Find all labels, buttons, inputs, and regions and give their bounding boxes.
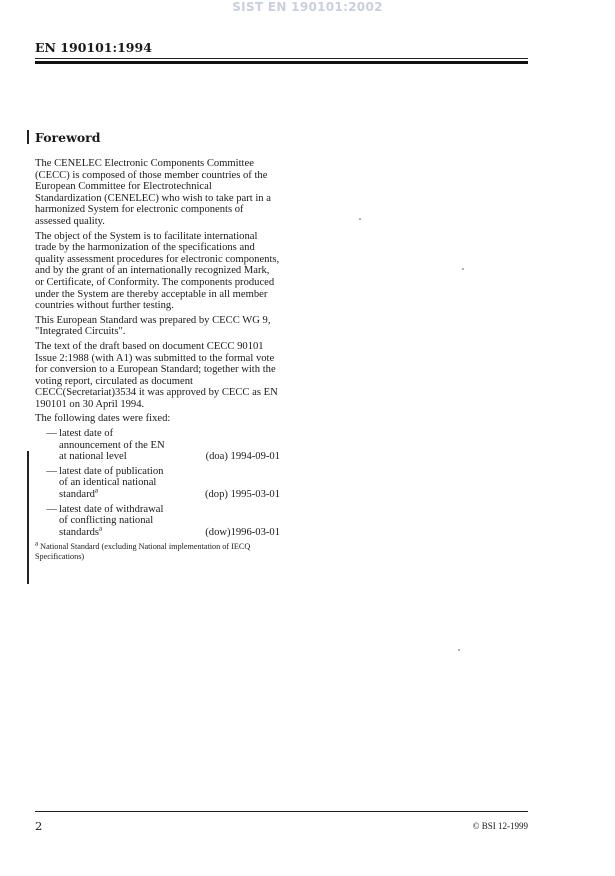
document-id: EN 190101:1994 (35, 40, 152, 55)
date-item-doa (35, 428, 280, 463)
foreword-heading: Foreword (35, 130, 101, 145)
dates-list (35, 428, 280, 538)
watermark: SIST EN 190101:2002 (232, 0, 383, 14)
paragraph-cecc: The CENELEC Electronic Components Committee (CECC) is composed of those member countries of the European Committee for Electrotechnical Standardization (CENELEC) who wish to take part in a harmonized System for electronic components of assessed quality. (35, 158, 271, 227)
date-code: (dop) 1995-03-01 (204, 489, 280, 501)
dash: — (46, 465, 57, 477)
scan-speck (458, 649, 460, 651)
header-rule-thick (35, 61, 528, 64)
footnote: $^a$ National Standard (excluding National implementation of IECQ Specifications) (35, 539, 251, 561)
scan-speck (462, 268, 464, 270)
footer-rule (35, 811, 528, 812)
page-number: 2 (35, 819, 43, 833)
paragraph-draft-text: The text of the draft based on document CECC 90101 Issue 2:1988 (with A1) was submitted to the formal vote for conversion to a European Standard; together with the voting report, circulated as document CECC(Secretariat)3534 it was approved by CECC as EN 190101 on 30 April 1994. (35, 340, 278, 410)
scan-speck (359, 218, 361, 220)
date-description: latest date of announcement of the EN at national level (59, 428, 165, 463)
paragraph-prepared-by: This European Standard was prepared by CECC WG 9, "Integrated Circuits". (35, 314, 271, 338)
paragraph-object: The object of the System is to facilitate international trade by the harmonization of the specifications and quality assessment procedures for electronic components, and by the grant of an internationally recognized Mark, or Certificate, of Conformity. The components produced under the System are thereby acceptable in all member countries without further testing. (35, 230, 280, 312)
footnote-ref: a (94, 486, 98, 495)
date-description: latest date of withdrawal of conflicting national standards$^a$ (59, 503, 164, 538)
dash: — (46, 503, 57, 515)
copyright: © BSI 12-1999 (472, 821, 528, 831)
date-item-dop (35, 466, 280, 501)
footnote-ref: a (99, 524, 103, 533)
date-code: (dow)1996-03-01 (205, 526, 280, 538)
header-rule-thin (35, 58, 528, 59)
dash: — (46, 428, 57, 440)
foreword-section (35, 130, 280, 562)
date-item-dow (35, 504, 280, 539)
date-description: latest date of publication of an identical national standard$^a$ (59, 465, 164, 501)
dates-intro: The following dates were fixed: (35, 413, 171, 425)
change-bar-heading (27, 130, 29, 144)
date-code: (doa) 1994-09-01 (205, 451, 280, 463)
change-bar-dates (27, 451, 29, 584)
